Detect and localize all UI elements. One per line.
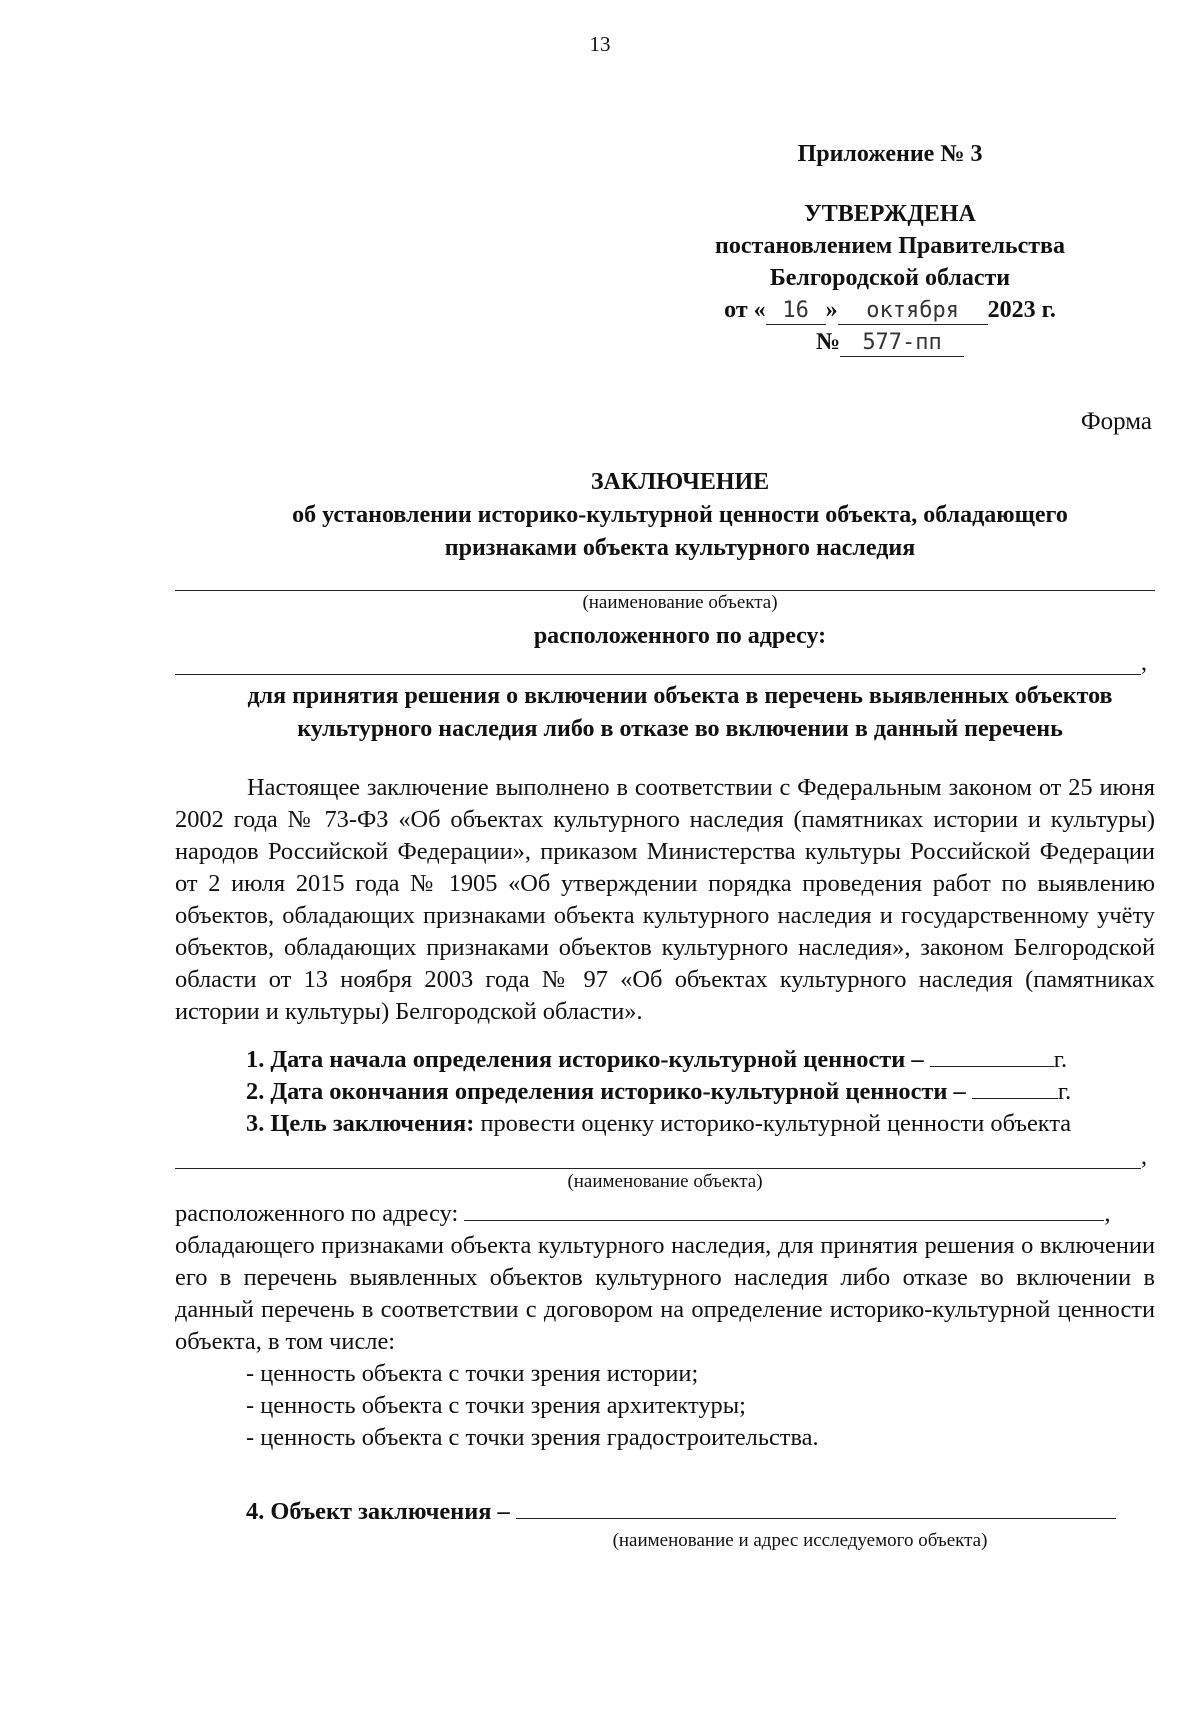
item-end-date: [246, 1076, 1156, 1108]
start-date-blank: [930, 1044, 1054, 1067]
object-label: 4. Объект заключения –: [246, 1498, 510, 1525]
start-date-label: 1. Дата начала определения историко-культурной ценности –: [246, 1046, 924, 1073]
located-at-heading: расположенного по адресу:: [533, 623, 827, 649]
date-mid: »: [825, 297, 838, 323]
end-date-blank: [972, 1076, 1058, 1099]
goal-continuation-container: [175, 1230, 1155, 1358]
approval-block: [700, 138, 1080, 170]
approval-number: [700, 326, 1080, 358]
date-year: 2023 г.: [987, 297, 1056, 323]
approved-by-line1: постановлением Правительства: [714, 233, 1065, 259]
item-goal: [246, 1108, 1156, 1140]
item-object: [246, 1496, 1156, 1528]
goal-text: провести оценку историко-культурной ценности объекта: [480, 1110, 1072, 1137]
object-caption: (наименование и адрес исследуемого объекта): [612, 1530, 988, 1551]
end-date-suffix: г.: [1057, 1078, 1072, 1105]
document-title: [170, 466, 1190, 565]
goal-address-comma: ,: [1104, 1200, 1111, 1227]
object-name-line: [175, 590, 1155, 591]
purpose-line1: для принятия решения о включении объекта в перечень выявленных объектов: [247, 683, 1113, 709]
date-prefix: от «: [724, 297, 766, 323]
goal-continuation: обладающего признаками объекта культурного наследия, для принятия решения о включении его в перечень выявленных объектов культурного наследия либо отказе во включении в данный перечень в соответствии с договором на определение историко-культурной ценности объекта, в том числе:: [175, 1232, 1155, 1355]
approved-by-line2: Белгородской области: [769, 265, 1011, 291]
approval-date: [700, 294, 1080, 326]
title-subheading-line1: об установлении историко-культурной ценности объекта, обладающего: [292, 502, 1068, 528]
purpose-line2: культурного наследия либо в отказе во включении в данный перечень: [297, 716, 1063, 742]
approval-stamp: [700, 198, 1080, 358]
object-name-caption: (наименование объекта): [582, 592, 778, 613]
goal-located-at: расположенного по адресу:: [175, 1200, 459, 1227]
object-blank: [516, 1496, 1116, 1519]
bullet-architecture: - ценность объекта с точки зрения архитектуры;: [246, 1392, 746, 1419]
goal-object-comma: ,: [1141, 1144, 1147, 1170]
title-subheading-line2: признаками объекта культурного наследия: [444, 535, 916, 561]
purpose-block: [170, 680, 1190, 746]
address-comma: ,: [1141, 650, 1147, 676]
appendix-label: Приложение № 3: [797, 141, 983, 167]
goal-address-blank: [464, 1198, 1104, 1221]
number-value: 577-пп: [840, 330, 964, 357]
item-start-date: [246, 1044, 1156, 1076]
goal-address-row: [175, 1198, 1155, 1230]
page-number: 13: [589, 32, 611, 56]
approved-label: УТВЕРЖДЕНА: [804, 201, 976, 227]
intro-paragraph: Настоящее заключение выполнено в соответствии с Федеральным законом от 25 июня 2002 года № 73-ФЗ «Об объектах культурного наследия (памятниках истории и культуры) народов Российской Федерации», приказом Министерства культуры Российской Федерации от 2 июля 2015 года № 1905 «Об утверждении порядка проведения работ по выявлению объектов, обладающих признаками объекта культурного наследия и государственному учёту объектов, обладающих признаками объектов культурного наследия», законом Белгородской области от 13 ноября 2003 года № 97 «Об объектах культурного наследия (памятниках истории и культуры) Белгородской области».: [175, 774, 1155, 1025]
intro-paragraph-container: [175, 772, 1155, 1028]
bullet-urban-planning: - ценность объекта с точки зрения градостроительства.: [246, 1424, 819, 1451]
date-month: октября: [838, 298, 988, 325]
goal-object-line: [175, 1168, 1141, 1169]
title-heading: ЗАКЛЮЧЕНИЕ: [590, 469, 770, 495]
goal-label: 3. Цель заключения:: [246, 1110, 475, 1137]
goal-object-caption: (наименование объекта): [567, 1171, 763, 1192]
start-date-suffix: г.: [1053, 1046, 1068, 1073]
end-date-label: 2. Дата окончания определения историко-культурной ценности –: [246, 1078, 966, 1105]
address-line: [175, 674, 1141, 675]
bullet-history: - ценность объекта с точки зрения истории;: [246, 1360, 699, 1387]
date-day: 16: [766, 298, 826, 325]
forma-label: Форма: [1080, 408, 1152, 435]
number-prefix: №: [815, 329, 841, 355]
